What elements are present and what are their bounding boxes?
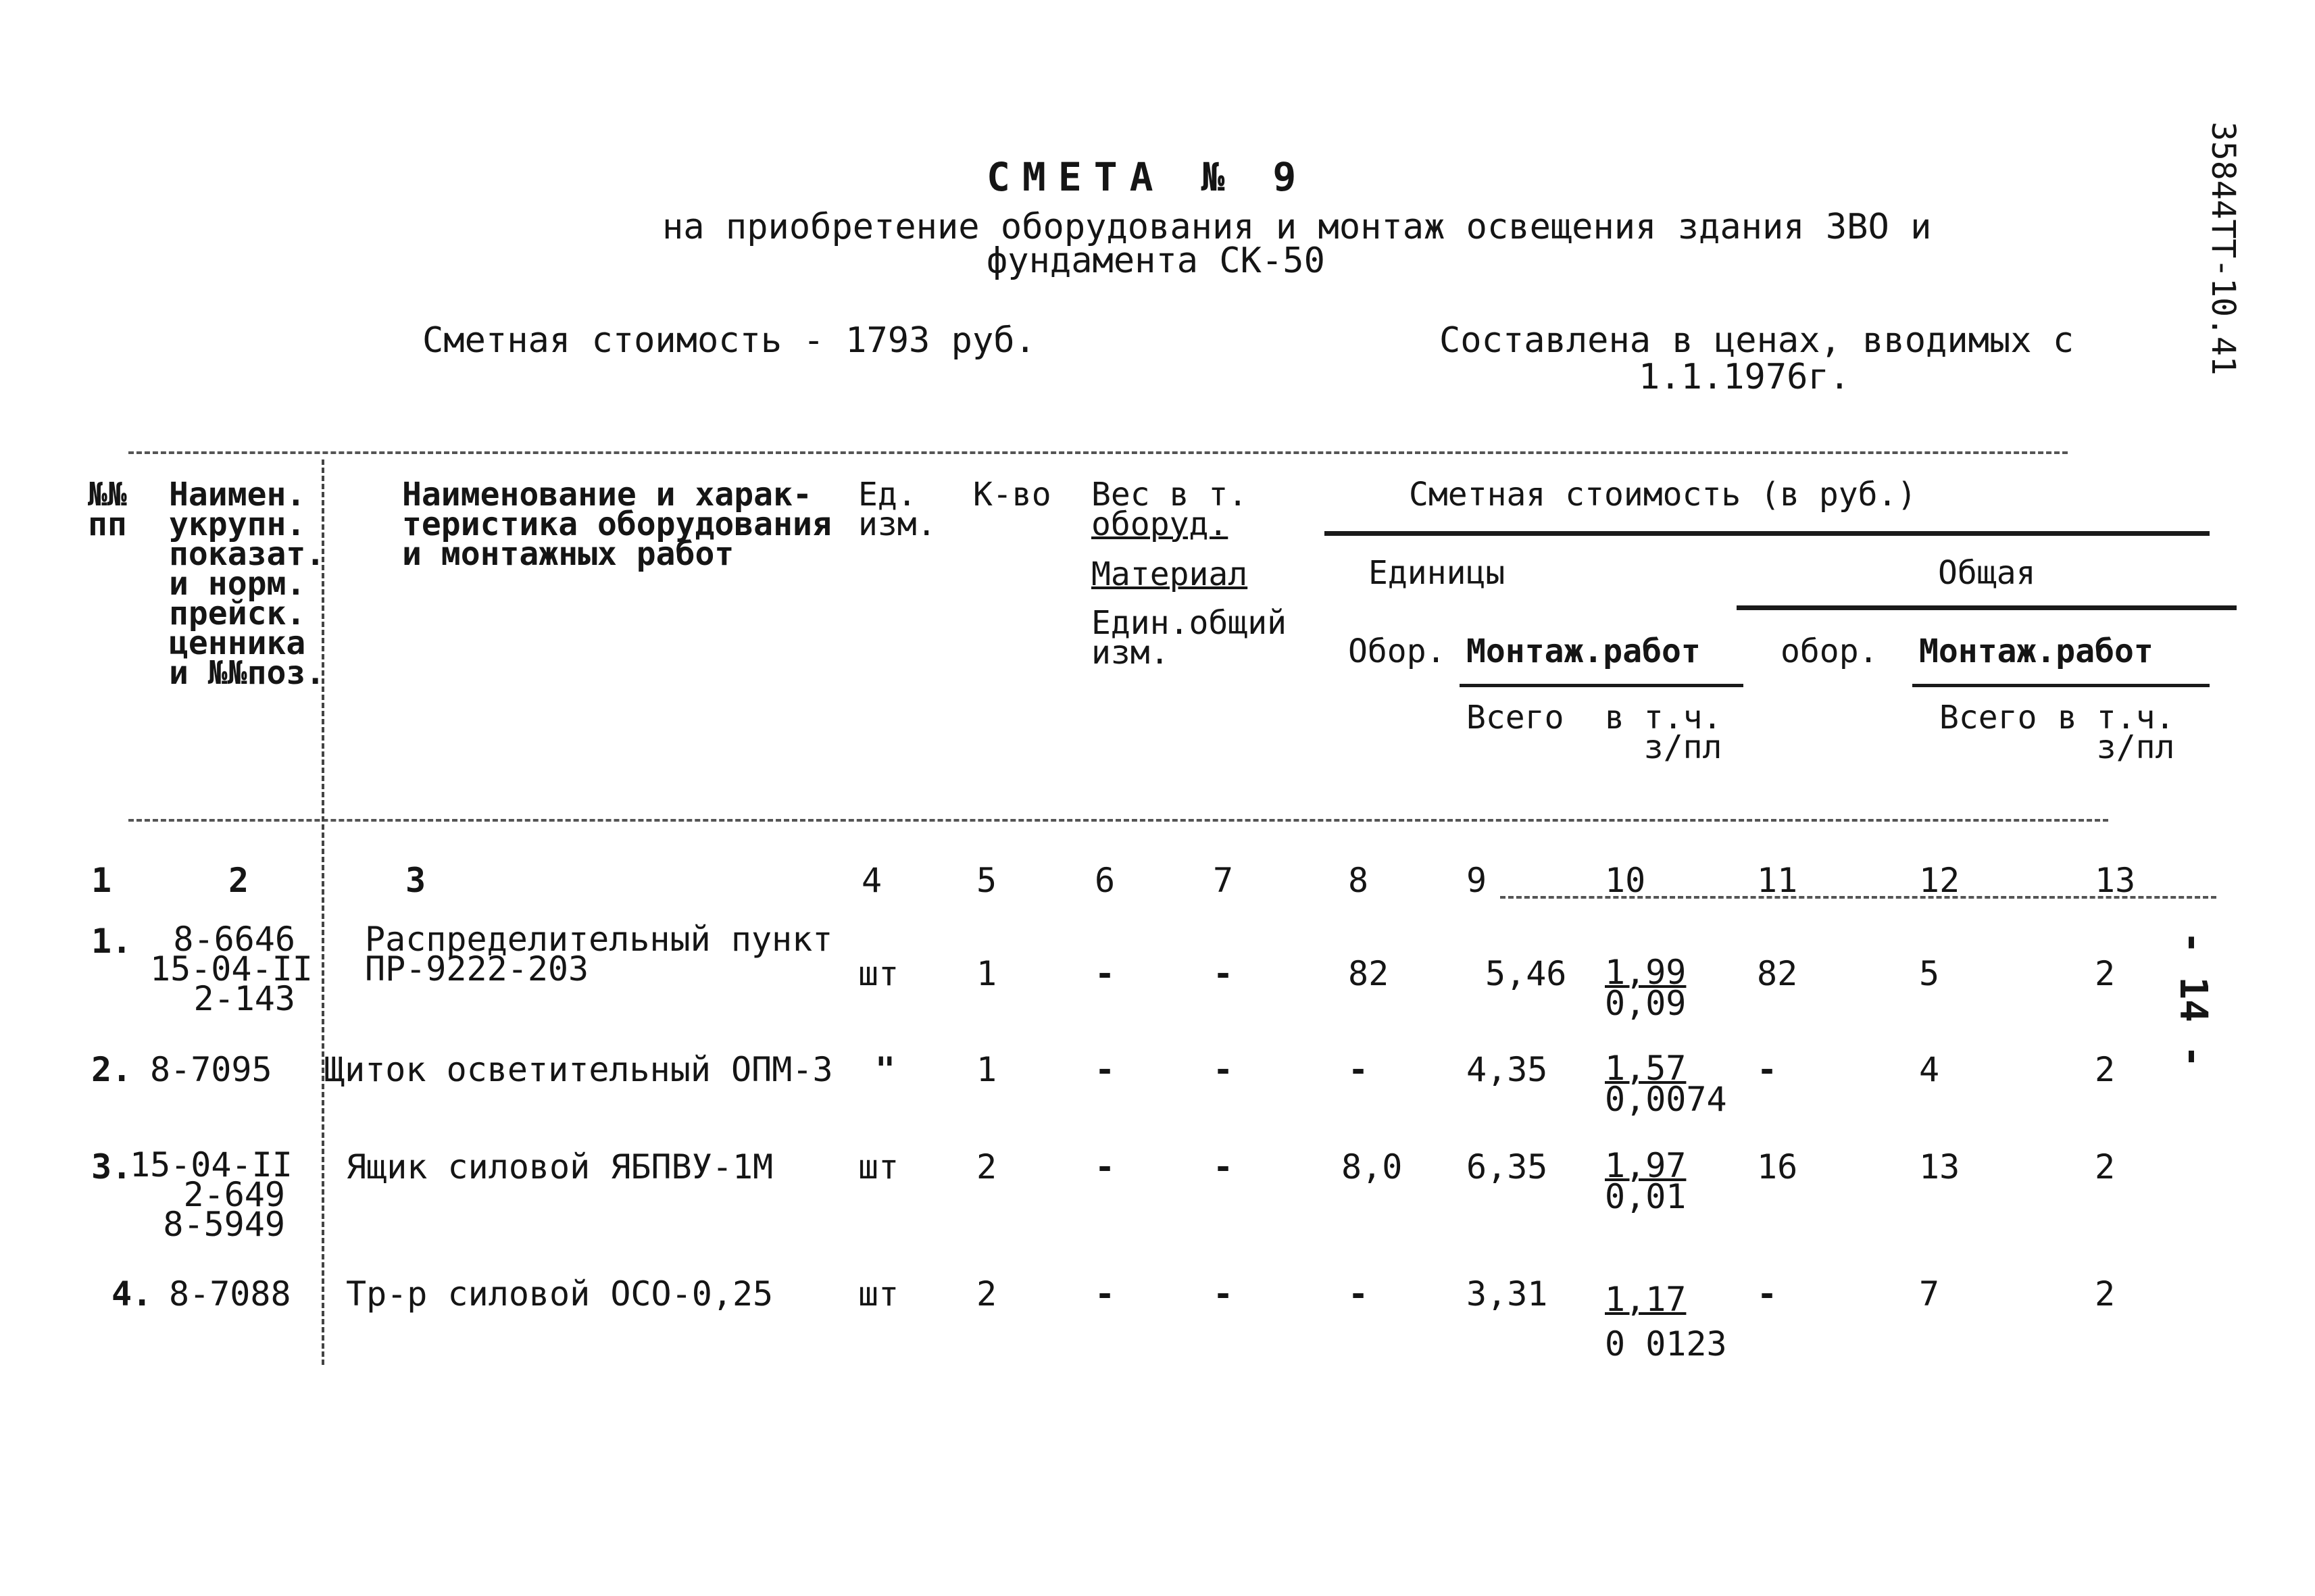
row-unit-equipment: -	[1348, 1050, 1369, 1089]
row-weight-total: -	[1213, 1274, 1234, 1314]
row-total-wage: 2	[2095, 954, 2116, 993]
col-number: 4	[862, 861, 882, 900]
row-code: 15-04-II 2-649 8-5949	[130, 1145, 293, 1244]
side-document-code: 35844ТТ-10.41	[2204, 122, 2242, 376]
row-weight-total: -	[1213, 1050, 1234, 1089]
header-col-6-7-material: Материал	[1091, 555, 1248, 593]
row-code: 8-6646 15-04-II 2-143	[150, 920, 313, 1018]
header-col-2: Наимен. укрупн. показат. и норм. прейск. ценника и №№поз.	[169, 476, 326, 692]
row-code: 8-7088	[169, 1274, 291, 1314]
header-col-1: №№ пп	[88, 476, 127, 543]
row-name: Ящик силовой ЯБПВУ-1М	[346, 1147, 774, 1187]
col-number: 13	[2095, 861, 2136, 900]
col-number: 10	[1605, 861, 1646, 900]
header-total-mounting: Монтаж.работ	[1919, 632, 2154, 670]
header-total-all: Всего	[1939, 699, 2037, 737]
estimated-cost: Сметная стоимость - 1793 руб.	[422, 320, 1036, 361]
header-unit-equipment: Обор.	[1348, 632, 1446, 670]
header-cost-group: Сметная стоимость (в руб.)	[1409, 476, 1917, 514]
row-total-equipment: -	[1757, 1274, 1778, 1314]
table-top-rule	[128, 451, 2068, 454]
row-number: 4.	[111, 1274, 153, 1314]
col-number: 1	[91, 861, 112, 900]
row-unit-mount-wage: 1,57 0,0074	[1605, 1049, 1727, 1119]
prices-note-line-2: 1.1.1976г.	[1639, 357, 1851, 397]
row-unit: шт	[858, 954, 899, 993]
row-name: Щиток осветительный ОПМ-3	[324, 1050, 833, 1089]
row-number: 1.	[91, 922, 132, 961]
row-unit: "	[875, 1050, 896, 1089]
row-quantity: 1	[976, 1050, 997, 1089]
header-unit-wage: в т.ч. з/пл	[1605, 699, 1722, 766]
total-mount-rule	[1912, 684, 2210, 687]
col-number: 9	[1466, 861, 1487, 900]
row-unit-mount-all: 4,35	[1466, 1050, 1548, 1089]
col-number: 11	[1757, 861, 1798, 900]
header-col-4: Ед. изм.	[858, 476, 937, 543]
row-total-all: 13	[1919, 1147, 1960, 1187]
row-total-wage: 2	[2095, 1050, 2116, 1089]
row-unit-mount-all: 3,31	[1466, 1274, 1548, 1314]
row-total-all: 4	[1919, 1050, 1940, 1089]
header-col-6-7-units: Един.общий изм.	[1091, 604, 1287, 672]
col-number: 6	[1095, 861, 1116, 900]
header-col-3: Наименование и харак- теристика оборудования и монтажных работ	[402, 476, 832, 573]
row-number: 2.	[91, 1050, 132, 1089]
row-name: Тр-р силовой ОСО-0,25	[346, 1274, 774, 1314]
col-number: 2	[228, 861, 249, 900]
row-name: Распределительный пункт ПР-9222-203	[365, 920, 833, 989]
col-number: 5	[976, 861, 997, 900]
row-total-all: 5	[1919, 954, 1940, 993]
total-group-rule	[1737, 605, 2237, 610]
header-col-6-7-weight: Вес в т. оборуд.	[1091, 476, 1248, 543]
unit-mount-rule	[1460, 684, 1743, 687]
row-total-equipment: -	[1757, 1050, 1778, 1089]
row-unit-mount-all: 5,46	[1485, 954, 1567, 993]
header-total-wage: в т.ч. з/пл	[2058, 699, 2175, 766]
col-number: 3	[405, 861, 426, 900]
row-unit-mount-wage: 1,17 0 0123	[1605, 1280, 1727, 1364]
row-quantity: 1	[976, 954, 997, 993]
row-weight-unit: -	[1095, 954, 1116, 993]
page-number-mark: - 14 -	[2171, 931, 2215, 1068]
row-number: 3.	[91, 1147, 132, 1187]
row-weight-unit: -	[1095, 1050, 1116, 1089]
row-unit-mount-wage: 1,99 0,09	[1605, 953, 1687, 1023]
row-unit-mount-all: 6,35	[1466, 1147, 1548, 1187]
row-total-wage: 2	[2095, 1274, 2116, 1314]
row-total-equipment: 16	[1757, 1147, 1798, 1187]
row-total-equipment: 82	[1757, 954, 1798, 993]
row-quantity: 2	[976, 1274, 997, 1314]
row-unit-equipment: -	[1348, 1274, 1369, 1314]
document-subtitle-line-2: фундамента СК-50	[987, 241, 1325, 281]
cost-group-rule	[1324, 531, 2210, 536]
row-unit-equipment: 8,0	[1341, 1147, 1403, 1187]
header-col-5: К-во	[973, 476, 1051, 514]
document-title: СМЕТА № 9	[987, 154, 1309, 200]
row-weight-total: -	[1213, 1147, 1234, 1187]
row-total-all: 7	[1919, 1274, 1940, 1314]
header-total-group: Общая	[1938, 554, 2036, 592]
row-unit: шт	[858, 1147, 899, 1187]
header-unit-group: Единицы	[1368, 554, 1505, 592]
row-unit-mount-wage: 1,97 0,01	[1605, 1146, 1687, 1216]
col-number: 8	[1348, 861, 1369, 900]
row-weight-total: -	[1213, 954, 1234, 993]
row-code: 8-7095	[150, 1050, 272, 1089]
row-unit-equipment: 82	[1348, 954, 1389, 993]
header-unit-all: Всего	[1466, 699, 1564, 737]
col-number: 12	[1919, 861, 1960, 900]
header-unit-mounting: Монтаж.работ	[1466, 632, 1701, 670]
col-number: 7	[1213, 861, 1234, 900]
prices-note-line-1: Составлена в ценах, вводимых с	[1439, 320, 2074, 361]
document-subtitle-line-1: на приобретение оборудования и монтаж освещения здания ЗВО и	[662, 207, 1932, 247]
row-total-wage: 2	[2095, 1147, 2116, 1187]
row-unit: шт	[858, 1274, 899, 1314]
row-weight-unit: -	[1095, 1274, 1116, 1314]
row-quantity: 2	[976, 1147, 997, 1187]
header-total-equipment: обор.	[1781, 632, 1878, 670]
row-weight-unit: -	[1095, 1147, 1116, 1187]
header-bottom-rule	[128, 819, 2108, 822]
